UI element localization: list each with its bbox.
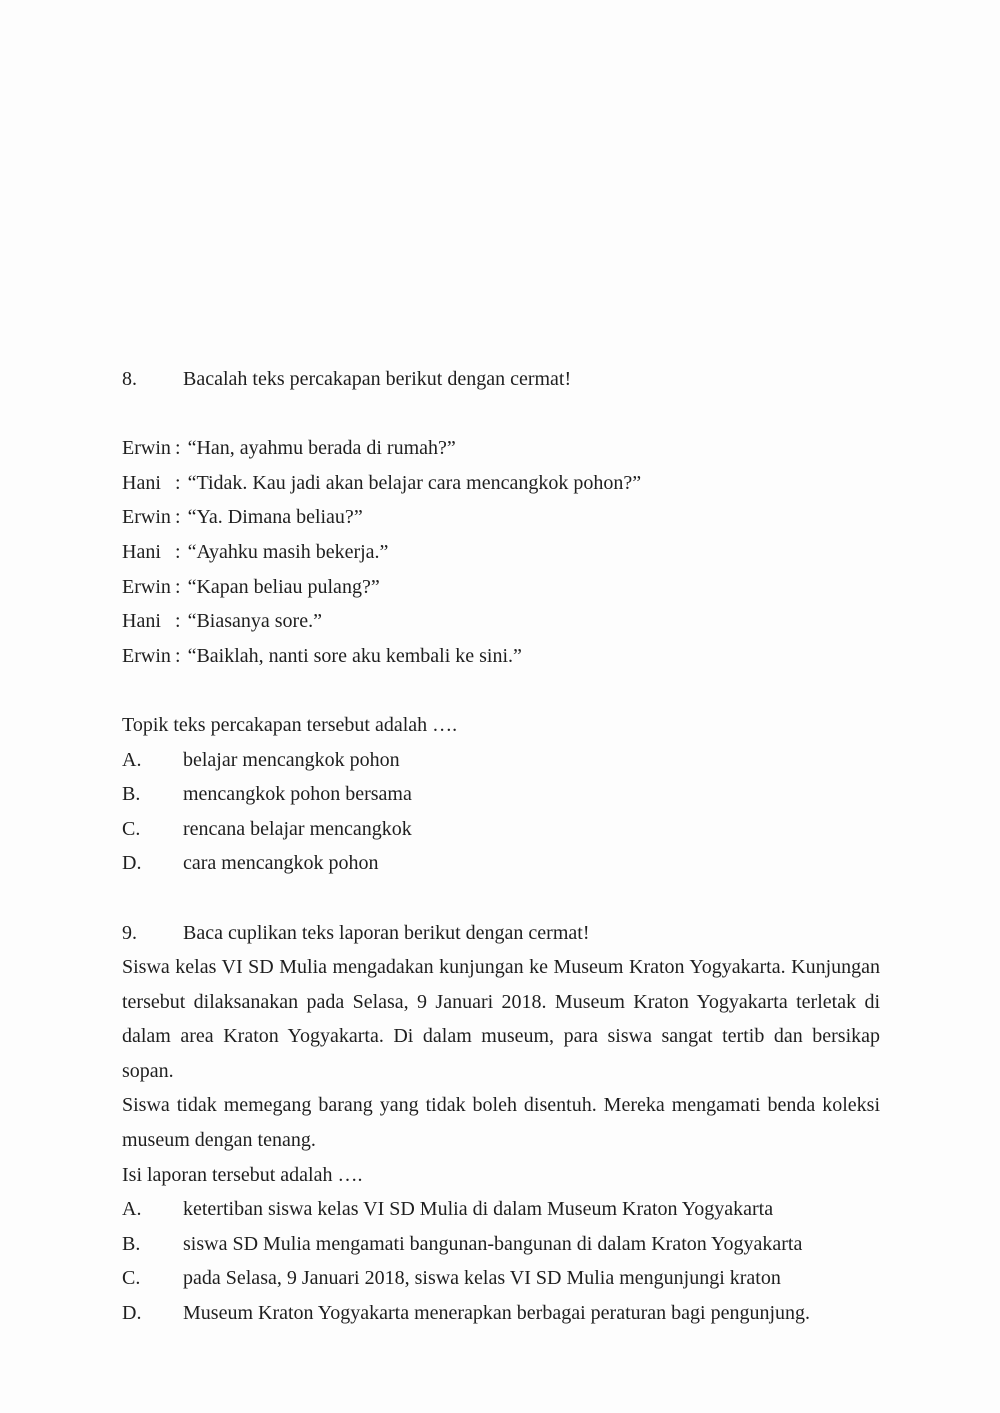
question-9-header [122,916,880,951]
option-row [122,743,880,778]
colon-separator: : [175,610,181,633]
blank-line [122,673,880,708]
passage-line: Siswa kelas VI SD Mulia mengadakan kunjungan ke Museum Kraton Yogyakarta. Kunjungan [122,956,880,979]
dialog-text: “Baiklah, nanti sore aku kembali ke sini.” [187,644,522,667]
dialog-row [122,500,880,535]
option-letter: A. [122,1198,142,1221]
dialog-text: “Kapan beliau pulang?” [187,575,380,598]
passage-line: tersebut dilaksanakan pada Selasa, 9 Januari 2018. Museum Kraton Yogyakarta terletak di [122,990,880,1013]
option-letter: D. [122,1302,142,1325]
option-row [122,1296,880,1331]
option-text: pada Selasa, 9 Januari 2018, siswa kelas VI SD Mulia mengunjungi kraton [183,1267,781,1290]
dialog-row [122,570,880,605]
dialog-row [122,466,880,501]
speaker-name: Hani [122,540,161,563]
dialog-block [122,431,880,673]
options-list [122,743,880,881]
speaker-name: Hani [122,610,161,633]
option-row [122,846,880,881]
question-stem: Isi laporan tersebut adalah …. [122,1163,363,1186]
dialog-text: “Ayahku masih bekerja.” [187,540,389,563]
dialog-row [122,639,880,674]
question-number: 9. [122,921,137,944]
speaker-name: Hani [122,471,161,494]
question-8-header [122,362,880,397]
blank-line [122,881,880,916]
option-letter: B. [122,1232,141,1255]
option-letter: B. [122,783,141,806]
dialog-text: “Ya. Dimana beliau?” [187,506,363,529]
option-letter: D. [122,852,142,875]
option-row [122,812,880,847]
passage-line: museum dengan tenang. [122,1129,316,1152]
option-text: cara mencangkok pohon [183,852,379,875]
option-row [122,777,880,812]
colon-separator: : [175,644,181,667]
dialog-row [122,431,880,466]
question-prompt: Baca cuplikan teks laporan berikut dengan cermat! [183,921,590,944]
passage-line: Siswa tidak memegang barang yang tidak boleh disentuh. Mereka mengamati benda koleksi [122,1094,880,1117]
colon-separator: : [175,471,181,494]
dialog-text: “Biasanya sore.” [187,610,322,633]
colon-separator: : [175,575,181,598]
dialog-row [122,604,880,639]
option-row [122,1261,880,1296]
colon-separator: : [175,540,181,563]
speaker-name: Erwin [122,506,171,529]
page-content [122,362,880,1331]
passage-line: dalam area Kraton Yogyakarta. Di dalam museum, para siswa sangat tertib dan bersikap sopan. [122,1025,880,1082]
option-text: Museum Kraton Yogyakarta menerapkan berbagai peraturan bagi pengunjung. [183,1302,811,1325]
options-list [122,1192,880,1330]
option-row [122,1192,880,1227]
colon-separator: : [175,437,181,460]
option-letter: C. [122,1267,141,1290]
option-text: rencana belajar mencangkok [183,817,412,840]
question-number: 8. [122,368,137,390]
speaker-name: Erwin [122,437,171,460]
option-text: ketertiban siswa kelas VI SD Mulia di dalam Museum Kraton Yogyakarta [183,1198,774,1221]
question-stem: Topik teks percakapan tersebut adalah …. [122,713,458,736]
option-text: belajar mencangkok pohon [183,748,400,771]
option-letter: A. [122,748,142,771]
question-prompt: Bacalah teks percakapan berikut dengan cermat! [183,368,572,390]
colon-separator: : [175,506,181,529]
speaker-name: Erwin [122,575,171,598]
passage [122,950,880,1158]
dialog-text: “Han, ayahmu berada di rumah?” [187,437,456,460]
dialog-row [122,535,880,570]
option-text: siswa SD Mulia mengamati bangunan-bangunan di dalam Kraton Yogyakarta [183,1232,803,1255]
speaker-name: Erwin [122,644,171,667]
option-row [122,1227,880,1262]
dialog-text: “Tidak. Kau jadi akan belajar cara mencangkok pohon?” [187,471,642,494]
option-letter: C. [122,817,141,840]
blank-line [122,397,880,432]
option-text: mencangkok pohon bersama [183,783,412,806]
